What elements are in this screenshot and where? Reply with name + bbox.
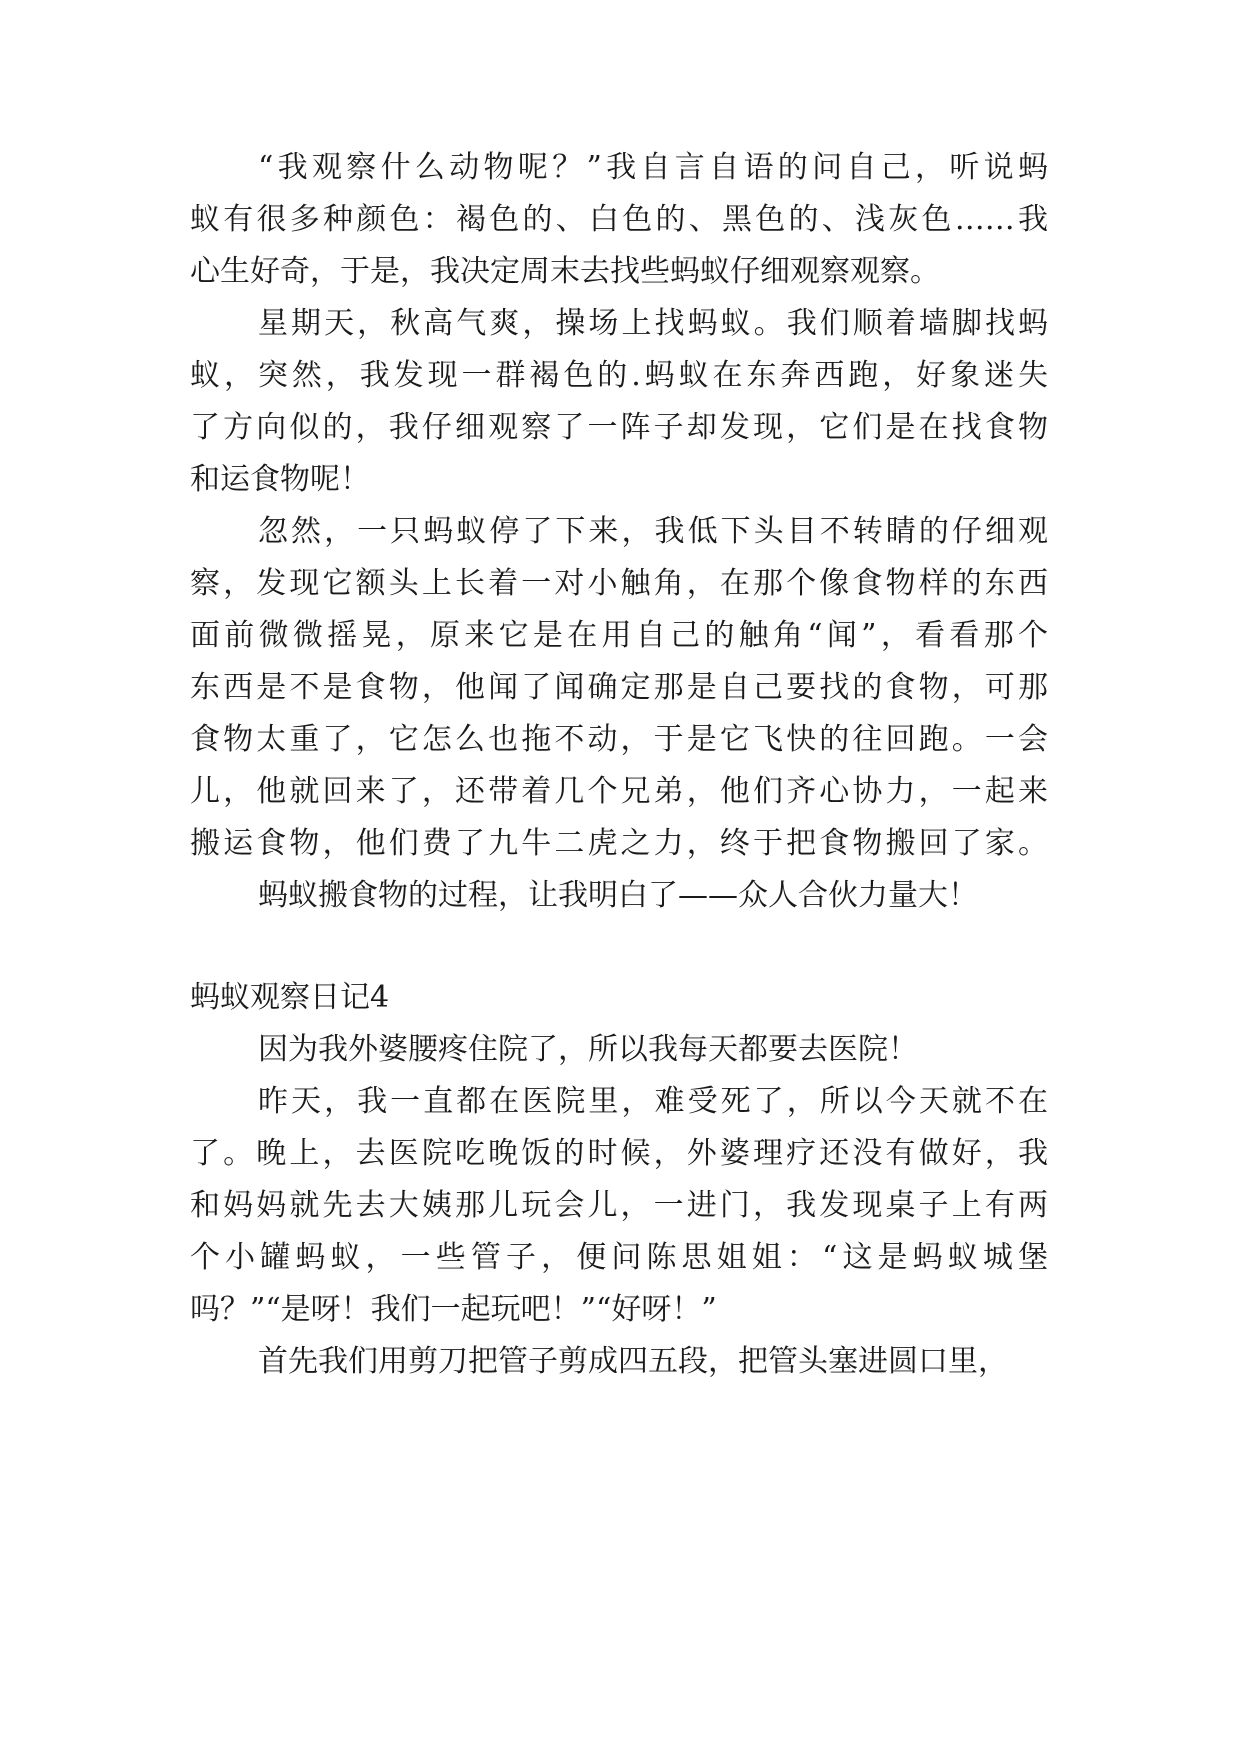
paragraph-line: 蚁有很多种颜色：褐色的、白色的、黑色的、浅灰色……我 <box>190 202 1048 237</box>
paragraph-line: 因为我外婆腰疼住院了，所以我每天都要去医院！ <box>258 1032 918 1067</box>
paragraph-line: 东西是不是食物，他闻了闻确定那是自己要找的食物，可那 <box>190 670 1048 705</box>
paragraph-line: 面前微微摇晃，原来它是在用自己的触角“闻”，看看那个 <box>190 618 1048 653</box>
paragraph-line: 忽然，一只蚂蚁停了下来，我低下头目不转睛的仔细观 <box>258 514 1048 549</box>
paragraph-line: 儿，他就回来了，还带着几个兄弟，他们齐心协力，一起来 <box>190 774 1048 809</box>
paragraph-line: 昨天，我一直都在医院里，难受死了，所以今天就不在 <box>258 1084 1048 1119</box>
paragraph-line: 吗？”“是呀！我们一起玩吧！”“好呀！” <box>190 1292 717 1327</box>
paragraph-line: 食物太重了，它怎么也拖不动，于是它飞快的往回跑。一会 <box>190 722 1048 757</box>
paragraph-line: 和运食物呢！ <box>190 462 370 497</box>
paragraph-line: 首先我们用剪刀把管子剪成四五段，把管头塞进圆口里， <box>258 1344 1008 1379</box>
paragraph-line: 察，发现它额头上长着一对小触角，在那个像食物样的东西 <box>190 566 1048 601</box>
paragraph-line: 蚁，突然，我发现一群褐色的.蚂蚁在东奔西跑，好象迷失 <box>190 358 1048 393</box>
paragraph-line: 和妈妈就先去大姨那儿玩会儿，一进门，我发现桌子上有两 <box>190 1188 1048 1223</box>
paragraph-line: 蚂蚁搬食物的过程，让我明白了——众人合伙力量大！ <box>258 878 978 913</box>
paragraph-line: 星期天，秋高气爽，操场上找蚂蚁。我们顺着墙脚找蚂 <box>258 306 1048 341</box>
paragraph-line: 了。晚上，去医院吃晚饭的时候，外婆理疗还没有做好，我 <box>190 1136 1048 1171</box>
paragraph-line: 心生好奇，于是，我决定周末去找些蚂蚁仔细观察观察。 <box>190 254 940 289</box>
section-heading: 蚂蚁观察日记4 <box>190 980 390 1015</box>
paragraph-line: 搬运食物，他们费了九牛二虎之力，终于把食物搬回了家。 <box>190 826 1048 861</box>
paragraph-line: “我观察什么动物呢？”我自言自语的问自己，听说蚂 <box>258 150 1048 185</box>
paragraph-line: 了方向似的，我仔细观察了一阵子却发现，它们是在找食物 <box>190 410 1048 445</box>
paragraph-line: 个小罐蚂蚁，一些管子，便问陈思姐姐：“这是蚂蚁城堡 <box>190 1240 1048 1275</box>
